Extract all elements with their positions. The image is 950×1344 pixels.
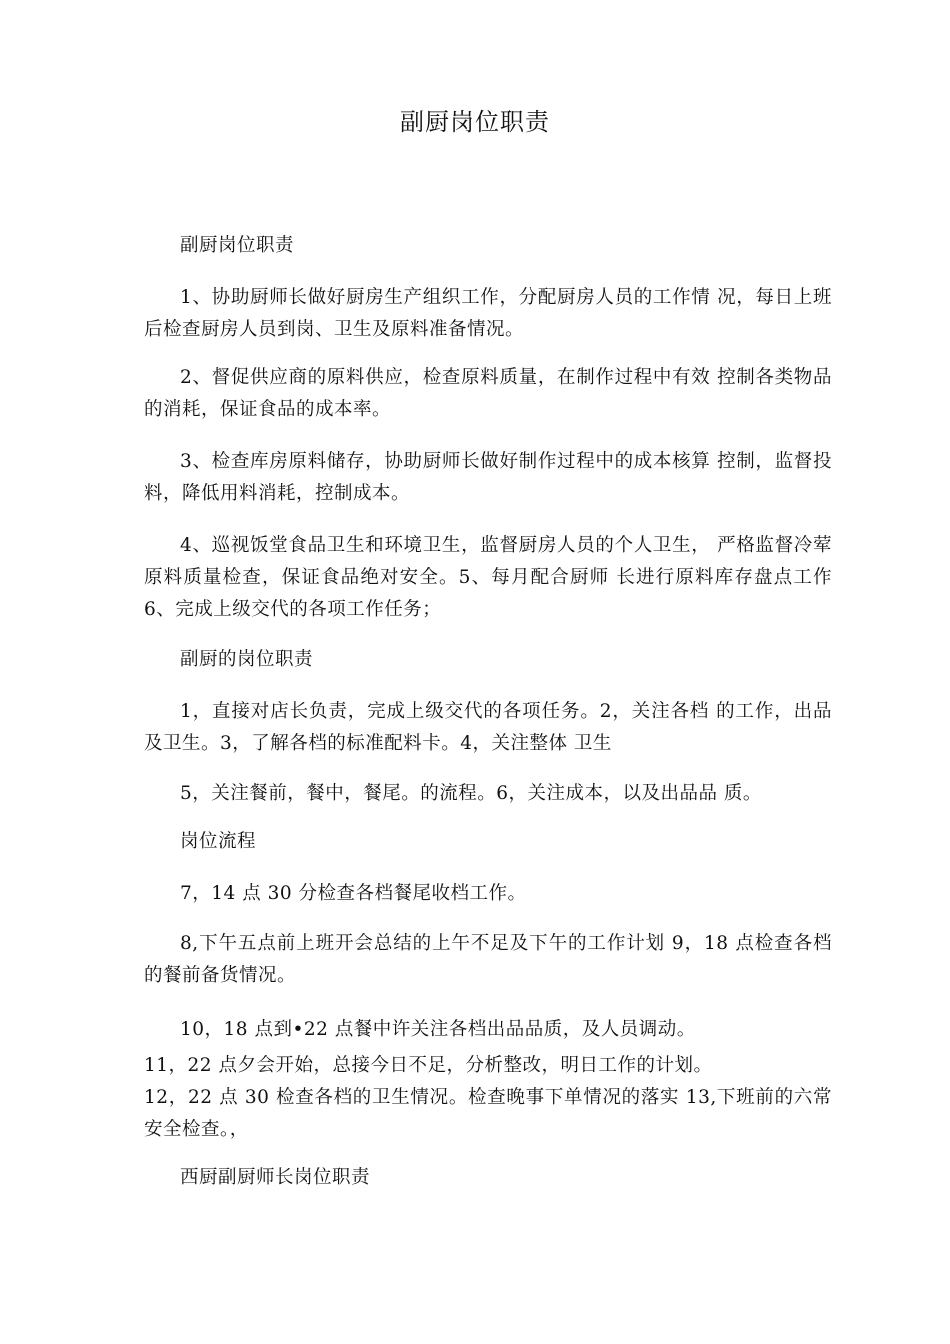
section-heading: 副厨岗位职责: [180, 235, 295, 256]
paragraph: 2、督促供应商的原料供应，检查原料质量，在制作过程中有效 控制各类物品的消耗，保证食品的成本率。: [144, 367, 832, 420]
paragraph: 1，直接对店长负责，完成上级交代的各项任务。2，关注各档 的工作，出品及卫生。3，了解各档的标准配料卡。4，关注整体 卫生: [144, 701, 832, 754]
paragraph: 4、巡视饭堂食品卫生和环境卫生，监督厨房人员的个人卫生， 严格监督冷荤原料质量检查，保证食品绝对安全。5、每月配合厨师 长进行原料库存盘点工作 6、完成上级交代的各项工作任务；: [144, 535, 832, 620]
paragraph: 10，18 点到•22 点餐中许关注各档出品品质，及人员调动。: [180, 1019, 696, 1040]
section-heading: 副厨的岗位职责: [180, 649, 314, 670]
section-heading: 岗位流程: [180, 831, 257, 852]
section-heading: 西厨副厨师长岗位职责: [180, 1167, 371, 1188]
paragraph: 12，22 点 30 检查各档的卫生情况。检查晚事下单情况的落实 13,下班前的六常安全检查。，: [144, 1087, 832, 1140]
paragraph: 7，14 点 30 分检查各档餐尾收档工作。: [180, 883, 527, 904]
paragraph: 11，22 点夕会开始，总接今日不足，分析整改，明日工作的计划。: [144, 1055, 713, 1076]
document-title: 副厨岗位职责: [400, 108, 550, 136]
paragraph: 8,下午五点前上班开会总结的上午不足及下午的工作计划 9，18 点检查各档的餐前备货情况。: [144, 933, 832, 986]
paragraph: 3、检查库房原料储存，协助厨师长做好制作过程中的成本核算 控制，监督投料，降低用料消耗，控制成本。: [144, 451, 832, 504]
paragraph: 1、协助厨师长做好厨房生产组织工作，分配厨房人员的工作情 况，每日上班后检查厨房人员到岗、卫生及原料准备情况。: [144, 287, 832, 340]
paragraph: 5，关注餐前，餐中，餐尾。的流程。6，关注成本，以及出品品 质。: [180, 783, 762, 804]
